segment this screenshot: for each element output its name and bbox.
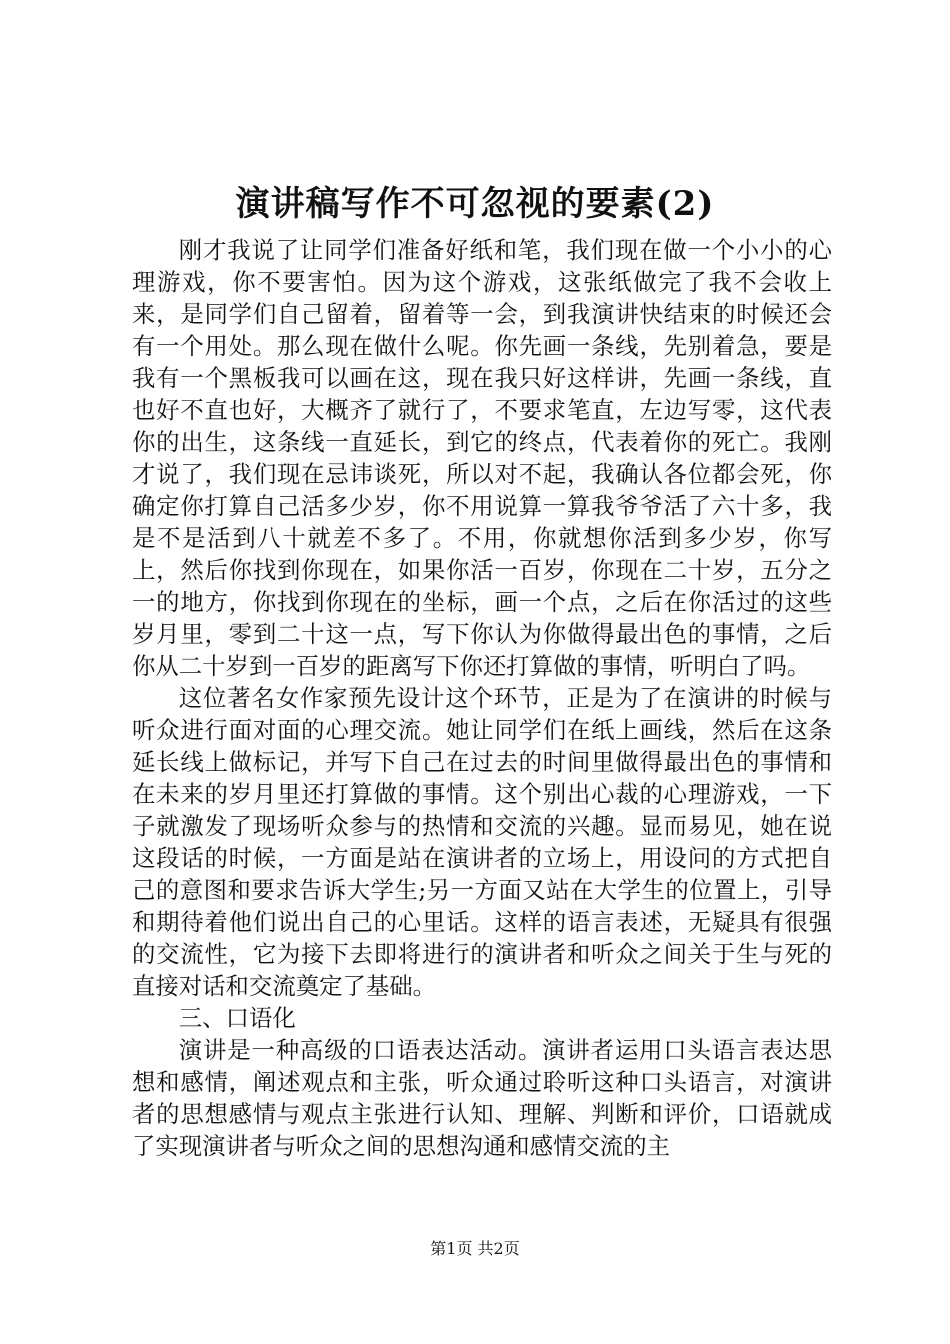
body-paragraph-2: 这位著名女作家预先设计这个环节，正是为了在演讲的时候与听众进行面对面的心理交流。她让同学们在纸上画线，然后在这条延长线上做标记，并写下自己在过去的时间里做得最出色的事情和在未来的岁月里还打算做的事情。这个别出心裁的心理游戏，一下子就激发了现场听众参与的热情和交流的兴趣。显而易见，她在说这段话的时候，一方面是站在演讲者的立场上，用设问的方式把自己的意图和要求告诉大学生;另一方面又站在大学生的位置上，引导和期待着他们说出自己的心里话。这样的语言表述，无疑具有很强的交流性，它为接下去即将进行的演讲者和听众之间关于生与死的直接对话和交流奠定了基础。 [132,684,832,1000]
document-title: 演讲稿写作不可忽视的要素(2) [235,184,715,224]
document-body [132,234,832,1162]
section-heading: 三、口语化 [178,1004,296,1032]
body-paragraph-1: 刚才我说了让同学们准备好纸和笔，我们现在做一个小小的心理游戏，你不要害怕。因为这个游戏，这张纸做完了我不会收上来，是同学们自己留着，留着等一会，到我演讲快结束的时候还会有一个用处。那么现在做什么呢。你先画一条线，先别着急，要是我有一个黑板我可以画在这，现在我只好这样讲，先画一条线，直也好不直也好，大概齐了就行了，不要求笔直，左边写零，这代表你的出生，这条线一直延长，到它的终点，代表着你的死亡。我刚才说了，我们现在忌讳谈死，所以对不起，我确认各位都会死，你确定你打算自己活多少岁，你不用说算一算我爷爷活了六十多，我是不是活到八十就差不多了。不用，你就想你活到多少岁，你写上，然后你找到你现在，如果你活一百岁，你现在二十岁，五分之一的地方，你找到你现在的坐标，画一个点，之后在你活过的这些岁月里，零到二十这一点，写下你认为你做得最出色的事情，之后你从二十岁到一百岁的距离写下你还打算做的事情，听明白了吗。 [132,236,832,680]
page-number-footer: 第1页 共2页 [430,1239,520,1258]
body-paragraph-3: 演讲是一种高级的口语表达活动。演讲者运用口头语言表达思想和感情，阐述观点和主张，听众通过聆听这种口头语言，对演讲者的思想感情与观点主张进行认知、理解、判断和评价，口语就成了实现演讲者与听众之间的思想沟通和感情交流的主 [132,1036,832,1160]
